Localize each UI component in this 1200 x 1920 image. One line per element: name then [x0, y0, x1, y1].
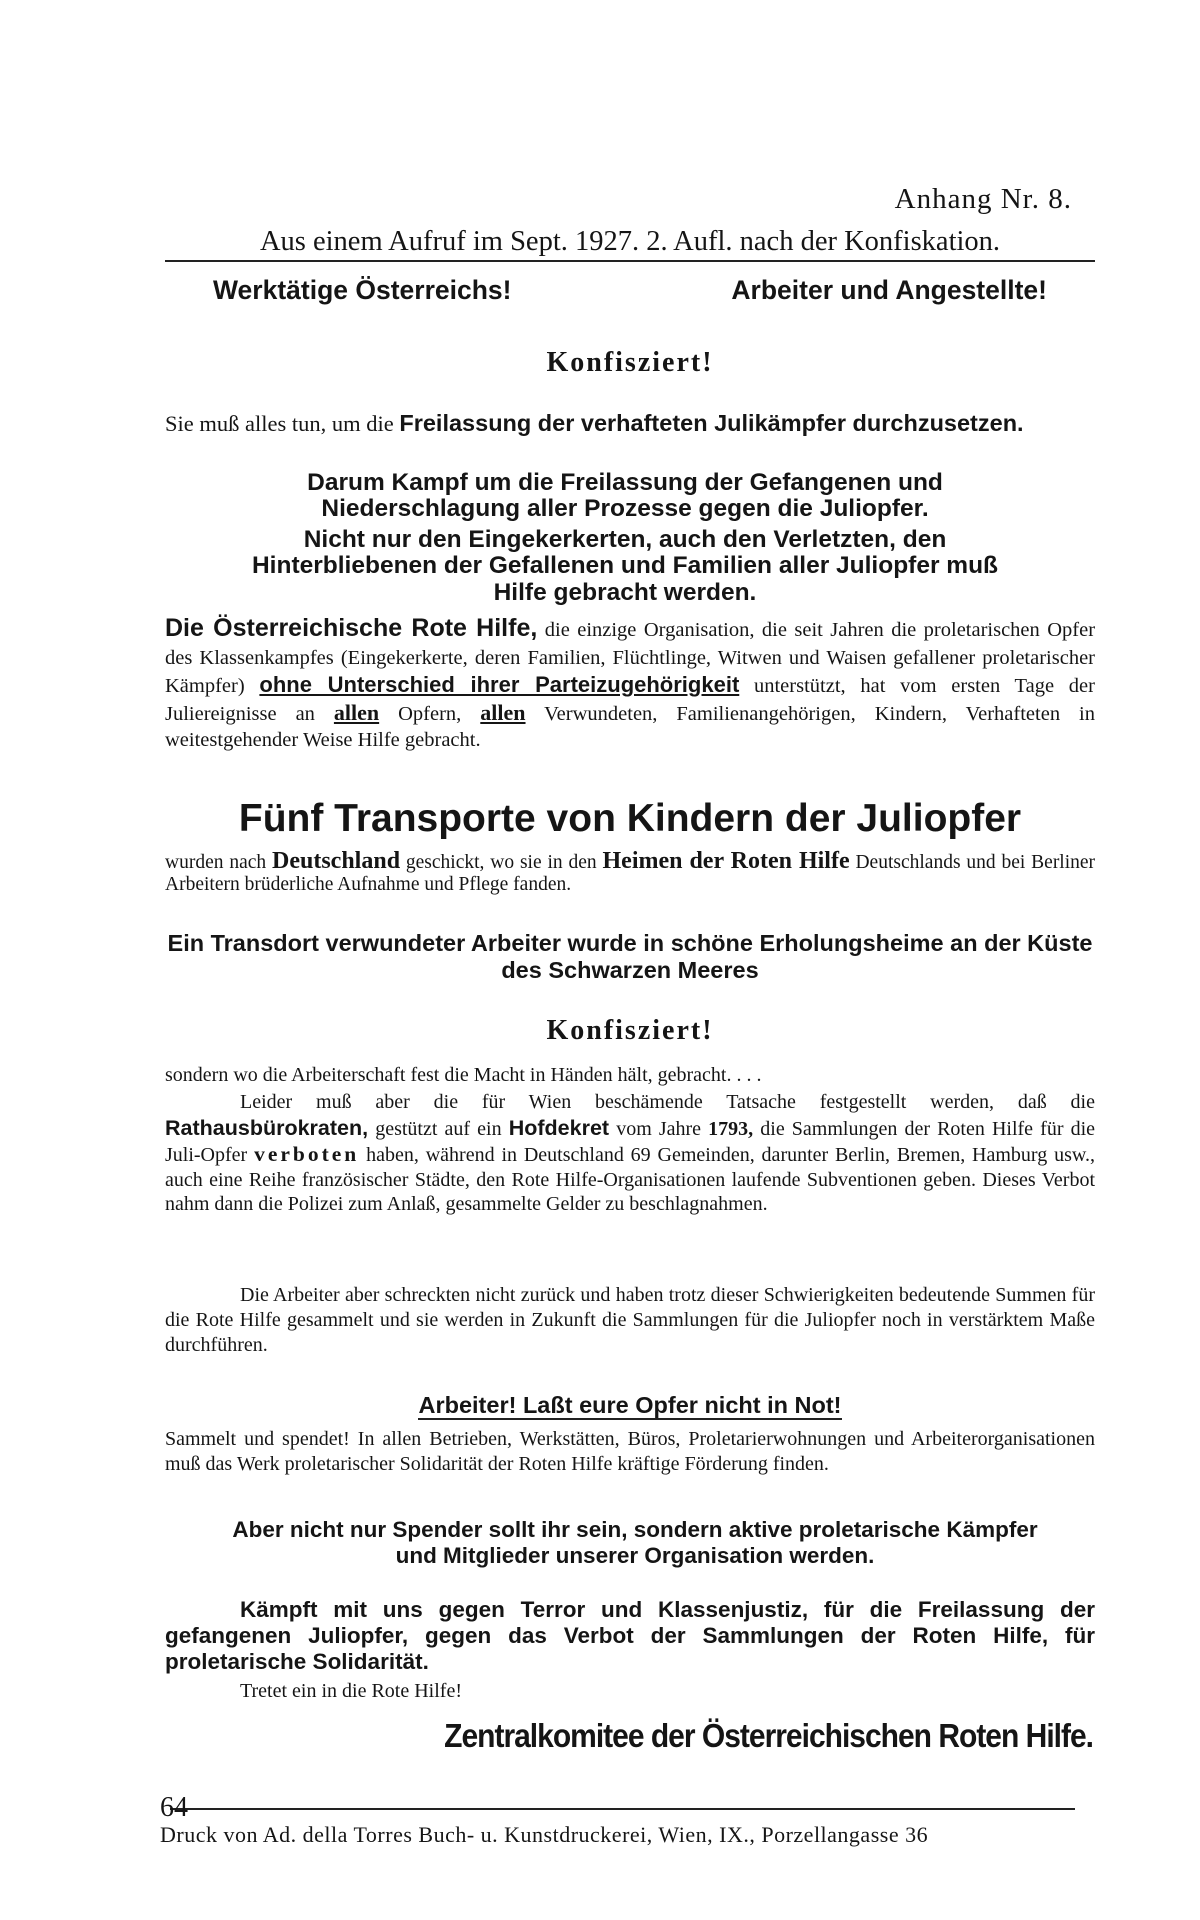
- document-title: Aus einem Aufruf im Sept. 1927. 2. Aufl. nach der Konfiskation.: [165, 226, 1095, 262]
- paragraph-text: Leider muß aber die für Wien beschämende Tatsache festgestellt werden, daß die: [240, 1091, 1095, 1113]
- paragraph-text: Deutschlands und bei Berliner Arbeitern brüderliche Aufnahme und Pflege fanden.: [165, 852, 1096, 896]
- organization-name: Die Österreichische Rote Hilfe,: [165, 614, 538, 642]
- footer-divider: [170, 1808, 1075, 1810]
- paragraph-text: gestützt auf ein: [375, 1117, 502, 1140]
- greeting-line: [165, 275, 1095, 306]
- page-number: 64: [160, 1792, 188, 1823]
- paragraph-text: wurden nach: [165, 852, 267, 873]
- greeting-left: Werktätige Österreichs!: [213, 275, 512, 305]
- paragraph-text: Verwundeten, Familienangehörigen, Kindern, Verhafteten in weitestgehender Weise Hilfe gebracht.: [165, 702, 1095, 751]
- paragraph-text: haben, während in Deutschland 69 Gemeinden, darunter Berlin, Bremen, Hamburg usw., auch eine Reihe französischer Städte, den Rote Hilfe-Organisationen laufende Subventionen geben. Dieses Verbot nahm dann die Polizei zum Anlaß, gesammelte Gelder zu beschlagnahmen.: [165, 1144, 1096, 1216]
- paragraph-text: Opfern,: [398, 702, 462, 725]
- paragraph-activists: Aber nicht nur Spender sollt ihr sein, sondern aktive proletarische Kämpfer und Mitglieder unserer Organisation werden.: [232, 1517, 1038, 1568]
- emphasis-text: Freilassung der verhafteten Julikämpfer durchzusetzen.: [399, 410, 1024, 436]
- paragraph-continuation: sondern wo die Arbeiterschaft fest die Macht in Händen hält, gebracht. . . .: [165, 1064, 762, 1086]
- paragraph-collect: Sammelt und spendet! In allen Betrieben, Werkstätten, Büros, Proletarierwohnungen und Arbeiterorganisationen muß das Werk proletarischer Solidarität der Roten Hilfe kräftige Förderung finden.: [165, 1428, 1095, 1475]
- paragraph-text: Sie muß alles tun, um die: [165, 411, 394, 436]
- emphasis-text: Deutschland: [272, 848, 401, 874]
- slogan: [165, 1392, 1095, 1419]
- printer-imprint: Druck von Ad. della Torres Buch- u. Kunstdruckerei, Wien, IX., Porzellangasse 36: [160, 1822, 929, 1847]
- greeting-right: Arbeiter und Angestellte!: [731, 275, 1047, 305]
- paragraph-text: die einzige Organisation, die seit Jahren die proletarischen Opfer des Klassenkampfes (Eingekerkerte, deren Familien, Flüchtlinge, Witwen und Waisen gefallener proletarischer Kämpfer): [165, 619, 1096, 697]
- paragraph-fight: Kämpft mit uns gegen Terror und Klassenjustiz, für die Freilassung der gefangenen Juliopfer, gegen das Verbot der Sammlungen der Roten Hilfe, für proletarische Solidarität.: [165, 1597, 1095, 1674]
- paragraph-red-aid: [165, 613, 1095, 753]
- slogan-text: Arbeiter! Laßt eure Opfer nicht in Not!: [418, 1392, 842, 1418]
- signature: Zentralkomitee der Österreichischen Roten Hilfe.: [444, 1718, 1093, 1755]
- paragraph-ban: [165, 1090, 1095, 1217]
- confiscated-stamp: Konfisziert!: [546, 1015, 714, 1046]
- emphasis-text: allen: [480, 699, 526, 725]
- emphasis-text: Heimen der Roten Hilfe: [602, 848, 850, 874]
- emphasis-text: Rathausbürokraten,: [165, 1115, 369, 1140]
- section-heading: Fünf Transporte von Kindern der Juliopfer: [238, 797, 1022, 840]
- paragraph-text: geschickt, wo sie in den: [405, 852, 597, 873]
- emphasis-text: Hofdekret: [508, 1115, 610, 1140]
- paragraph-demands: [230, 470, 1020, 606]
- paragraph-transport-wounded: Ein Transdort verwundeter Arbeiter wurde in schöne Erholungsheime an der Küste des Schwarzen Meeres: [167, 930, 1093, 984]
- year-text: 1793,: [708, 1117, 754, 1140]
- paragraph-workers: Die Arbeiter aber schreckten nicht zurück und haben trotz dieser Schwierigkeiten bedeutende Summen für die Rote Hilfe gesammelt und sie werden in Zukunft die Sammlungen für die Juliopfer noch in verstärktem Maße durchführen.: [165, 1284, 1095, 1356]
- demand-line: Darum Kampf um die Freilassung der Gefangenen und Niederschlagung aller Prozesse gegen die Juliopfer.: [307, 469, 943, 523]
- paragraph-text: die Sammlungen der Roten Hilfe für die Juli-Opfer: [165, 1117, 1096, 1167]
- paragraph-text: vom Jahre: [616, 1117, 702, 1140]
- emphasis-text: allen: [333, 699, 380, 725]
- paragraph-transports: [165, 848, 1095, 896]
- emphasis-text: ohne Unterschied ihrer Parteizugehörigkeit: [259, 671, 740, 697]
- paragraph-text: unterstützt, hat vom ersten Tage der Juliereignisse an: [165, 674, 1095, 725]
- confiscated-stamp: Konfisziert!: [546, 347, 714, 378]
- paragraph-join: Tretet ein in die Rote Hilfe!: [240, 1680, 462, 1702]
- paragraph-release: [165, 410, 1095, 437]
- emphasis-text: verboten: [254, 1142, 360, 1167]
- demand-line: Nicht nur den Eingekerkerten, auch den Verletzten, den Hinterbliebenen der Gefallenen und Familien aller Juliopfer muß Hilfe gebracht werden.: [251, 525, 999, 606]
- appendix-label: Anhang Nr. 8.: [894, 183, 1072, 215]
